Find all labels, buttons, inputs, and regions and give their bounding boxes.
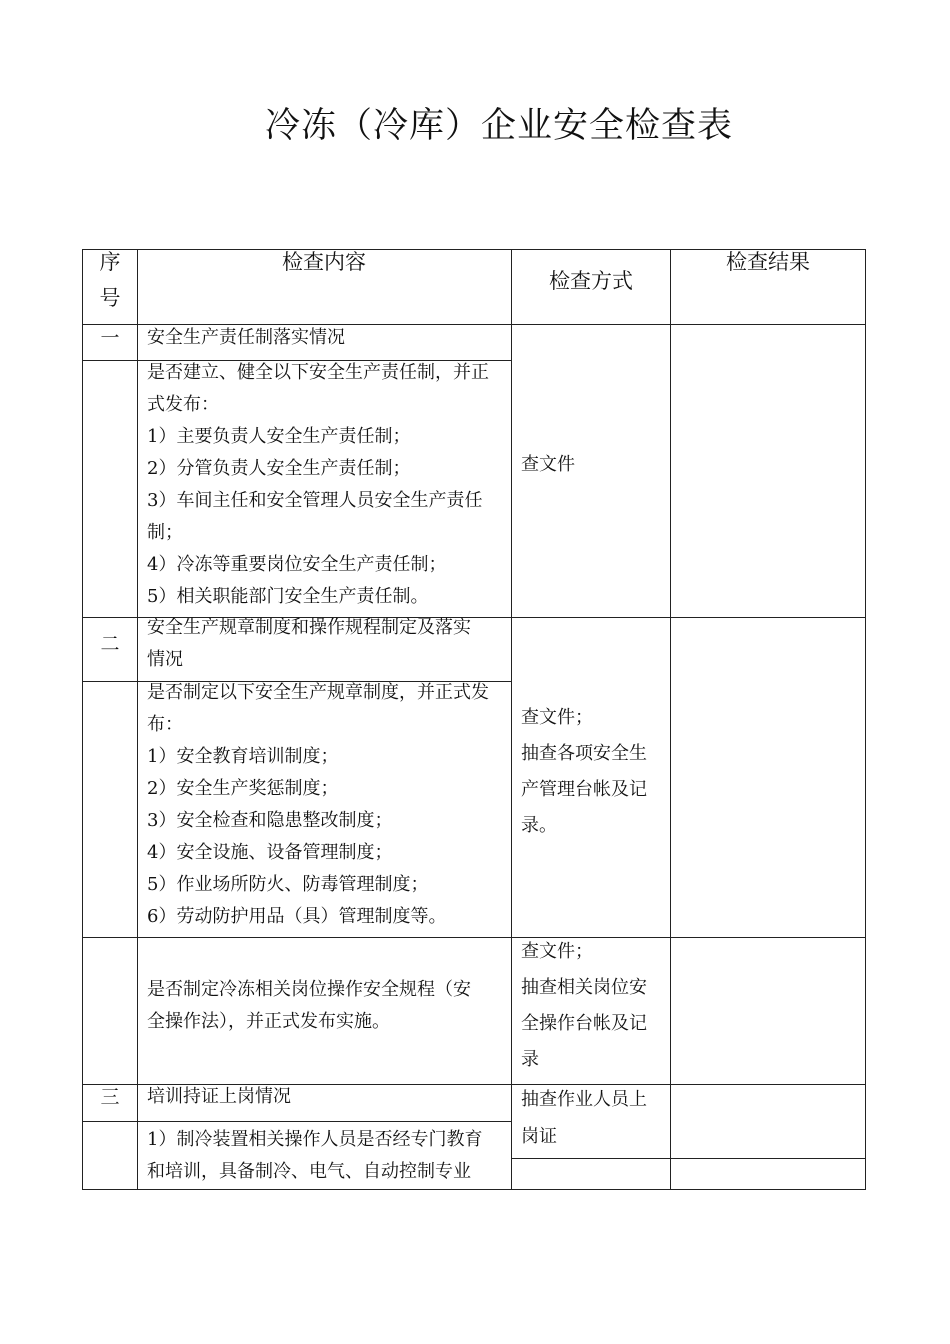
- text-line: 5）作业场所防火、防毒管理制度；: [147, 874, 429, 895]
- text-line: 录。: [521, 815, 557, 836]
- text-line: 6）劳动防护用品（具）管理制度等。: [147, 906, 447, 927]
- check-method: [521, 934, 647, 1078]
- text-line: 抽查各项安全生: [521, 743, 647, 764]
- text-line: 录: [521, 1049, 539, 1070]
- text-line: 4）冷冻等重要岗位安全生产责任制；: [147, 554, 447, 575]
- header-method: 检查方式: [549, 269, 633, 293]
- section-heading: [147, 612, 471, 676]
- row-divider: [511, 1158, 866, 1159]
- section-heading: 安全生产责任制落实情况: [147, 327, 345, 348]
- text-line: 1）制冷装置相关操作人员是否经专门教育: [147, 1129, 483, 1150]
- table-border-bottom: [82, 1189, 866, 1190]
- text-line: 抽查相关岗位安: [521, 977, 647, 998]
- header-seq-line1: 序: [99, 250, 121, 274]
- check-item-text: [147, 1124, 482, 1188]
- text-line: 安全生产规章制度和操作规程制定及落实: [147, 617, 471, 638]
- row-divider: [82, 937, 866, 938]
- text-line: 1）主要负责人安全生产责任制；: [147, 426, 411, 447]
- section-number: 二: [100, 633, 120, 655]
- row-divider: [82, 1121, 511, 1122]
- text-line: 全操作台帐及记: [521, 1013, 647, 1034]
- check-item-text: [147, 357, 489, 613]
- text-line: 查文件；: [521, 941, 593, 962]
- text-line: 抽查作业人员上: [521, 1089, 647, 1110]
- header-content: 检查内容: [282, 250, 366, 274]
- text-line: 是否制定冷冻相关岗位操作安全规程（安: [147, 979, 471, 1000]
- column-divider: [670, 249, 671, 1190]
- text-line: 情况: [147, 649, 183, 670]
- column-divider: [511, 249, 512, 1190]
- text-line: 布：: [147, 714, 183, 735]
- check-method: 查文件: [521, 454, 575, 475]
- section-heading: 培训持证上岗情况: [147, 1086, 291, 1107]
- text-line: 和培训，具备制冷、电气、自动控制专业: [147, 1161, 471, 1182]
- text-line: 岗证: [521, 1126, 557, 1147]
- column-divider: [137, 249, 138, 1190]
- text-line: 是否制定以下安全生产规章制度，并正式发: [147, 682, 489, 703]
- text-line: 3）车间主任和安全管理人员安全生产责任: [147, 490, 483, 511]
- header-result: 检查结果: [726, 250, 810, 274]
- text-line: 全操作法），并正式发布实施。: [147, 1011, 390, 1032]
- check-item-text: [147, 974, 471, 1038]
- check-method: [521, 1081, 647, 1155]
- table-border-left: [82, 249, 83, 1190]
- text-line: 查文件；: [521, 707, 593, 728]
- section-number: 一: [100, 327, 120, 349]
- text-line: 产管理台帐及记: [521, 779, 647, 800]
- header-seq: [82, 244, 138, 316]
- text-line: 式发布：: [147, 394, 219, 415]
- text-line: 4）安全设施、设备管理制度；: [147, 842, 393, 863]
- section-number: 三: [100, 1086, 120, 1108]
- table-border-right: [865, 249, 866, 1190]
- text-line: 5）相关职能部门安全生产责任制。: [147, 586, 429, 607]
- header-seq-line2: 号: [99, 286, 121, 310]
- page-title: 冷冻（冷库）企业安全检查表: [264, 106, 733, 146]
- text-line: 3）安全检查和隐患整改制度；: [147, 810, 393, 831]
- text-line: 2）安全生产奖惩制度；: [147, 778, 339, 799]
- text-line: 制；: [147, 522, 183, 543]
- check-method: [521, 700, 647, 844]
- text-line: 1）安全教育培训制度；: [147, 746, 339, 767]
- text-line: 2）分管负责人安全生产责任制；: [147, 458, 411, 479]
- check-item-text: [147, 677, 489, 933]
- text-line: 是否建立、健全以下安全生产责任制，并正: [147, 362, 489, 383]
